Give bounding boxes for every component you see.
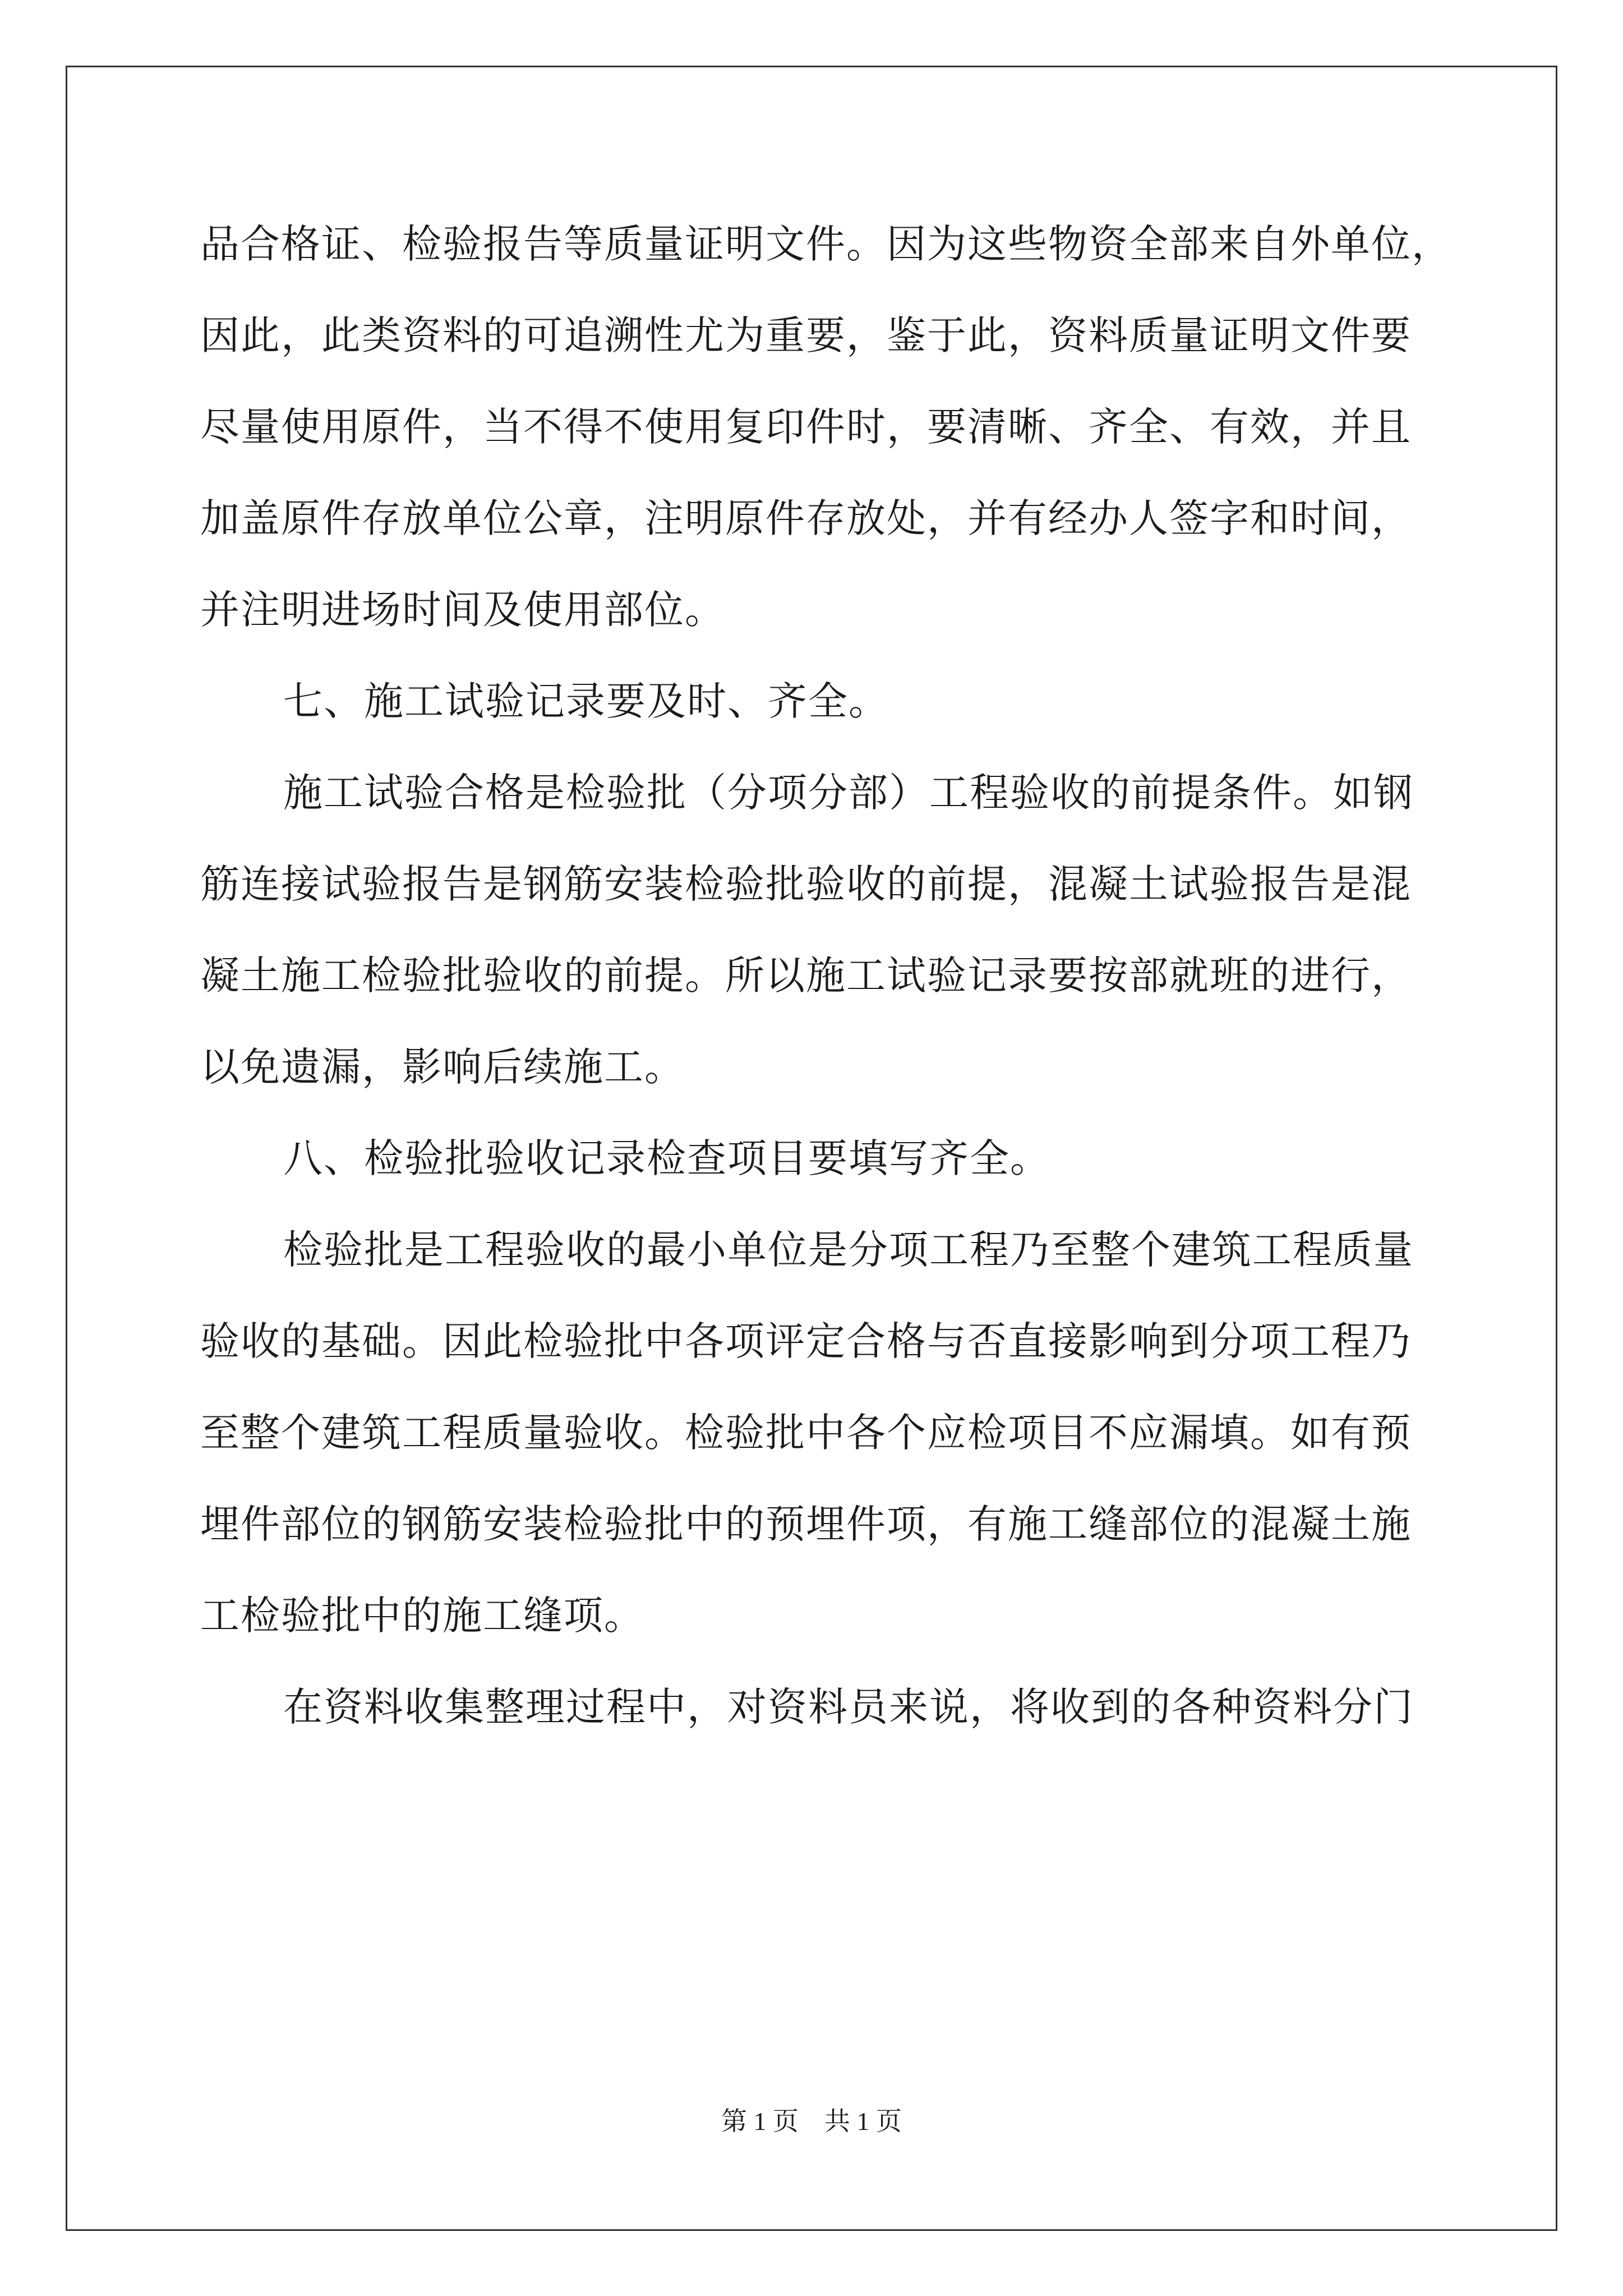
section-heading: 七、施工试验记录要及时、齐全。: [283, 678, 889, 724]
paragraph-line: 工检验批中的施工缝项。: [200, 1593, 644, 1639]
paragraph-line: 因此，此类资料的可追溯性尤为重要，鉴于此，资料质量证明文件要: [200, 312, 1412, 358]
paragraph-line: 加盖原件存放单位公章，注明原件存放处，并有经办人签字和时间，: [200, 495, 1412, 541]
paragraph-line: 至整个建筑工程质量验收。检验批中各个应检项目不应漏填。如有预: [200, 1410, 1412, 1456]
paragraph-line: 凝土施工检验批验收的前提。所以施工试验记录要按部就班的进行，: [200, 953, 1412, 999]
paragraph-line: 品合格证、检验报告等质量证明文件。因为这些物资全部来自外单位，: [200, 221, 1452, 267]
paragraph-line: 尽量使用原件，当不得不使用复印件时，要清晰、齐全、有效，并且: [200, 404, 1412, 450]
paragraph-line: 筋连接试验报告是钢筋安装检验批验收的前提，混凝土试验报告是混: [200, 861, 1412, 907]
paragraph-line: 在资料收集整理过程中，对资料员来说，将收到的各种资料分门: [283, 1684, 1414, 1730]
paragraph-line: 埋件部位的钢筋安装检验批中的预埋件项，有施工缝部位的混凝土施: [200, 1501, 1412, 1547]
paragraph-line: 以免遗漏，影响后续施工。: [200, 1044, 685, 1090]
paragraph-line: 检验批是工程验收的最小单位是分项工程乃至整个建筑工程质量: [283, 1227, 1414, 1273]
section-heading: 八、检验批验收记录检查项目要填写齐全。: [283, 1135, 1050, 1181]
page-number-footer: 第 1 页 共 1 页: [721, 2107, 902, 2136]
paragraph-line: 施工试验合格是检验批（分项分部）工程验收的前提条件。如钢: [283, 770, 1414, 816]
paragraph-line: 并注明进场时间及使用部位。: [200, 587, 725, 633]
paragraph-line: 验收的基础。因此检验批中各项评定合格与否直接影响到分项工程乃: [200, 1318, 1412, 1364]
